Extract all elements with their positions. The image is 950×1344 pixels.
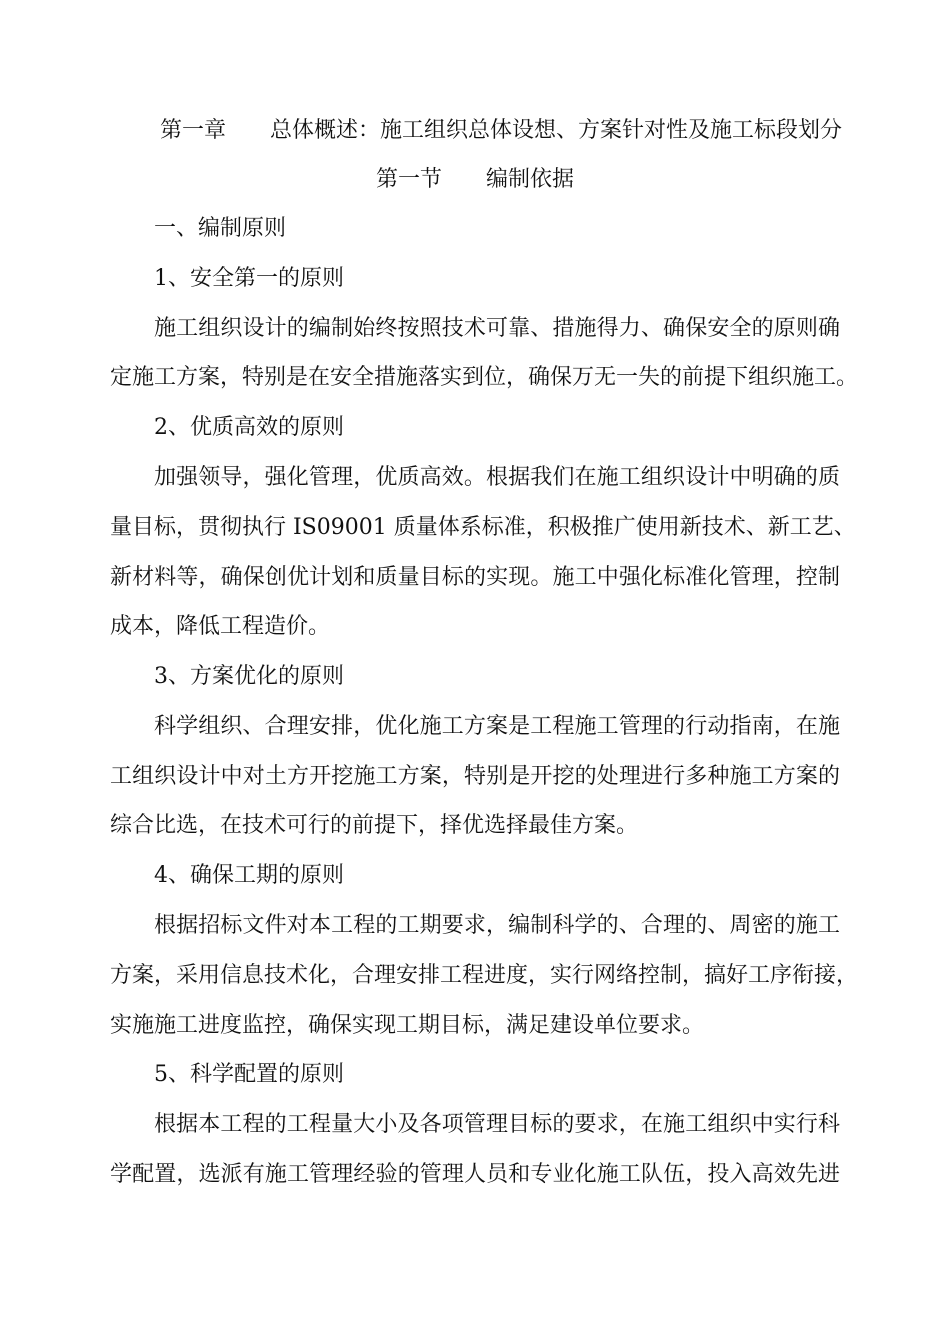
principle-3-line-3: 综合比选，在技术可行的前提下，择优选择最佳方案。	[110, 813, 639, 838]
principle-1-line-2: 定施工方案，特别是在安全措施落实到位，确保万无一失的前提下组织施工。	[110, 365, 859, 390]
principle-5-line-1: 根据本工程的工程量大小及各项管理目标的要求，在施工组织中实行科	[154, 1112, 840, 1137]
principle-5-heading: 5、科学配置的原则	[154, 1062, 344, 1087]
principle-4-line-3: 实施施工进度监控，确保实现工期目标，满足建设单位要求。	[110, 1013, 705, 1038]
principle-4-line-2: 方案，采用信息技术化，合理安排工程进度，实行网络控制，搞好工序衔接，	[110, 963, 859, 988]
principle-5-line-2: 学配置，选派有施工管理经验的管理人员和专业化施工队伍，投入高效先进	[110, 1162, 840, 1187]
principle-2-line-1: 加强领导，强化管理，优质高效。根据我们在施工组织设计中明确的质	[154, 465, 840, 490]
principle-3-line-1: 科学组织、合理安排，优化施工方案是工程施工管理的行动指南，在施	[154, 714, 840, 739]
principle-3-line-2: 工组织设计中对土方开挖施工方案，特别是开挖的处理进行多种施工方案的	[110, 764, 840, 789]
principle-2-heading: 2、优质高效的原则	[154, 415, 344, 440]
principle-1-heading: 1、安全第一的原则	[154, 266, 344, 291]
part-heading: 一、编制原则	[154, 216, 287, 241]
chapter-title: 第一章 总体概述：施工组织总体设想、方案针对性及施工标段划分	[160, 118, 843, 143]
principle-2-line-4: 成本，降低工程造价。	[110, 614, 331, 639]
principle-2-line-2: 量目标，贯彻执行 IS09001 质量体系标准，积极推广使用新技术、新工艺、	[110, 515, 856, 540]
principle-1-line-1: 施工组织设计的编制始终按照技术可靠、措施得力、确保安全的原则确	[154, 316, 840, 341]
principle-3-heading: 3、方案优化的原则	[154, 664, 344, 689]
principle-4-heading: 4、确保工期的原则	[154, 863, 344, 888]
section-title: 第一节 编制依据	[375, 167, 574, 192]
principle-2-line-3: 新材料等，确保创优计划和质量目标的实现。施工中强化标准化管理，控制	[110, 565, 840, 590]
principle-4-line-1: 根据招标文件对本工程的工期要求，编制科学的、合理的、周密的施工	[154, 913, 840, 938]
